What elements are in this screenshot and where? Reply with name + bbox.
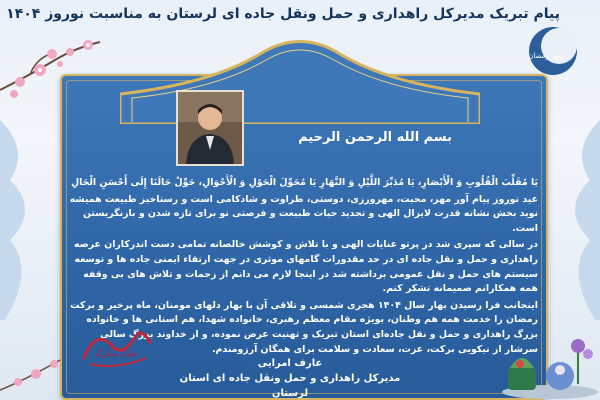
bismillah-heading: بسم الله الرحمن الرحیم bbox=[298, 130, 452, 145]
haft-sin-decoration-icon bbox=[490, 320, 600, 400]
signature-title: مدیرکل راهداری و حمل ونقل جاده ای استان لرستان bbox=[179, 373, 401, 399]
calligraphy-text: سال مبارک bbox=[94, 349, 138, 359]
signature-name: عارف امرایی bbox=[257, 358, 323, 369]
portrait-photo bbox=[176, 90, 244, 166]
signature-block bbox=[160, 356, 420, 400]
paragraph-congratulations: اینجانب فرا رسیدن بهار سال ۱۴۰۴ هجری شمسی و تلاقی آن با بهار دلهای مومنان، ماه پرخیر و برکت رمضان را خدمت همه هم وطنان، بویژه مقام معظم رهبری، خانواده شهدا، هم استانی ها و خانواده بزرگ راهداری و حمل و نقل جاده‌ای استان تبریک و تهنیت عرض نموده، و از خداوند بزرگ سالی سرشار از نیکویی برکت، عزت، سعادت و سلامت برای همگان آرزومندم. bbox=[70, 299, 538, 355]
logo-text: شهر رمضان bbox=[528, 52, 564, 60]
cloud-decoration-right-icon bbox=[540, 120, 600, 320]
paragraph-achievements: در سالی که سپری شد در پرتو عنایات الهی و با تلاش و کوشش خالصانه تمامی دست اندرکاران عرصه راهداری و حمل و نقل جاده ای در حد مقدورات گامهای موثری در جهت ارتقاء ایمنی جاده ها و توسعه سیستم های حمل و نقل عمومی برداشته شد در اینجا لازم می دانم از زحمات و تلاش های بی وقفه همه همکارانم صمیمانه تشکر کنم. bbox=[73, 239, 538, 295]
cloud-decoration-left-icon bbox=[0, 120, 60, 320]
gold-arch-icon bbox=[120, 34, 480, 124]
page-title: پیام تبریک مدیرکل راهداری و حمل ونقل جاده ای لرستان به مناسبت نوروز ۱۴۰۴ bbox=[6, 6, 560, 22]
paragraph-nowruz: عید نوروز پیام آور مهر، محبت، مهرورزی، دوستی، طراوت و شادکامی است و رستاخیز طبیعت همیشه نوید بخش نشانه قدرت لایزال الهی و تجدید حیات طبیعت و فرصتی نو برای تازه شدن و بازنگریستن است. bbox=[69, 193, 538, 234]
sal-mobarak-calligraphy-icon bbox=[76, 318, 156, 372]
blossom-branch-bottom-icon bbox=[0, 340, 70, 400]
prayer-line: يَا مُقَلِّبَ الْقُلُوبِ وَ الْأَبْصَارِ، يَا مُدَبِّرَ اللَّيْلِ وَ النَّهَارِ يَا مُحَوِّلَ الْحَوْلِ وَ الْأَحْوَالِ، حَوِّلْ حَالَنَا إِلَى أَحْسَنِ الْحَالِ bbox=[71, 177, 538, 188]
ramadan-moon-icon bbox=[526, 24, 580, 78]
